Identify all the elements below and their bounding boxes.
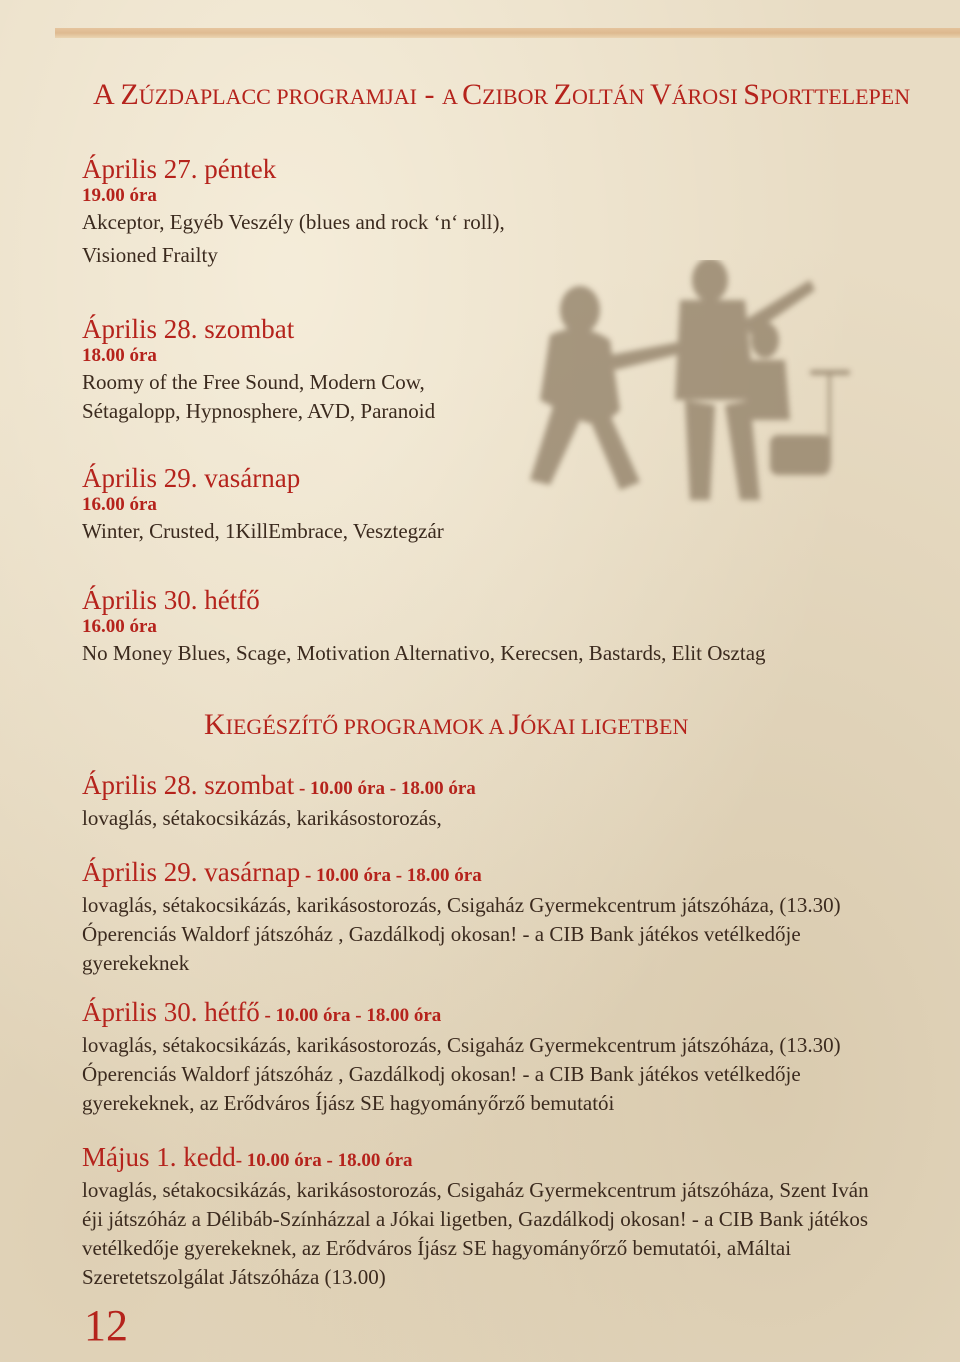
extra-day-heading: Április 30. hétfő - 10.00 óra - 18.00 óra — [82, 997, 442, 1027]
lineup-line: Roomy of the Free Sound, Modern Cow, — [82, 370, 425, 394]
day-heading: Április 28. szombat — [82, 314, 295, 344]
top-decorative-bar — [55, 28, 960, 38]
day-block — [82, 314, 435, 426]
band-silhouette-image — [510, 260, 870, 530]
lineup-line: Sétagalopp, Hypnosphere, AVD, Paranoid — [82, 399, 436, 423]
day-heading: Április 29. vasárnap — [82, 463, 301, 493]
extra-program-block — [82, 857, 872, 978]
day-heading: Április 27. péntek — [82, 154, 277, 184]
page-number: 12 — [84, 1301, 128, 1350]
section-title: KIEGÉSZÍTŐ PROGRAMOK A JÓKAI LIGETBEN — [204, 708, 689, 741]
extra-day-heading: Május 1. kedd- 10.00 óra - 18.00 óra — [82, 1142, 413, 1172]
extra-day-heading: Április 29. vasárnap - 10.00 óra - 18.00 óra — [82, 857, 482, 887]
time-label: 16.00 óra — [82, 494, 157, 515]
extra-program-text: lovaglás, sétakocsikázás, karikásostorozás, Csigaház Gyermekcentrum játszóháza, (13.30) Óperenciás Waldorf játszóház , Gazdálkodj okosan! - a CIB Bank játékos vetélkedője gyerekeknek, az Erődváros Íjász SE hagyományőrző bemutatói — [82, 1033, 841, 1115]
extra-day-heading: Április 28. szombat - 10.00 óra - 18.00 óra — [82, 770, 476, 800]
day-block — [82, 585, 766, 668]
lineup-line: Akceptor, Egyéb Veszély (blues and rock ‘n‘ roll), — [82, 210, 505, 234]
extra-program-text: lovaglás, sétakocsikázás, karikásostorozás, Csigaház Gyermekcentrum játszóháza, Szent Iván éji játszóház a Délibáb-Színházzal a Jókai ligetben, Gazdálkodj okosan! - a CIB Bank játékos vetélkedője gyerekeknek, az Erődváros Íjász SE hagyományőrző bemutatói, aMáltai Szeretetszolgálat Játszóháza (13.00) — [82, 1178, 869, 1289]
extra-program-block — [82, 1142, 882, 1292]
page-title: A ZÚZDAPLACC PROGRAMJAI - A CZIBOR ZOLTÁN VÁROSI SPORTTELEPEN — [93, 78, 911, 111]
time-label: 19.00 óra — [82, 185, 157, 206]
lineup-line: No Money Blues, Scage, Motivation Alternativo, Kerecsen, Bastards, Elit Osztag — [82, 641, 766, 665]
extra-program-text: lovaglás, sétakocsikázás, karikásostorozás, — [82, 806, 442, 830]
day-heading: Április 30. hétfő — [82, 585, 260, 615]
extra-program-text: lovaglás, sétakocsikázás, karikásostorozás, Csigaház Gyermekcentrum játszóháza, (13.30) Óperenciás Waldorf játszóház , Gazdálkodj okosan! - a CIB Bank játékos vetélkedője gyerekeknek — [82, 893, 841, 975]
lineup-line: Visioned Frailty — [82, 243, 218, 267]
day-block — [82, 154, 505, 270]
extra-program-block — [82, 997, 872, 1118]
time-label: 18.00 óra — [82, 345, 157, 366]
day-block — [82, 463, 444, 546]
lineup-line: Winter, Crusted, 1KillEmbrace, Vesztegzár — [82, 519, 444, 543]
time-label: 16.00 óra — [82, 616, 157, 637]
extra-program-block — [82, 770, 882, 833]
